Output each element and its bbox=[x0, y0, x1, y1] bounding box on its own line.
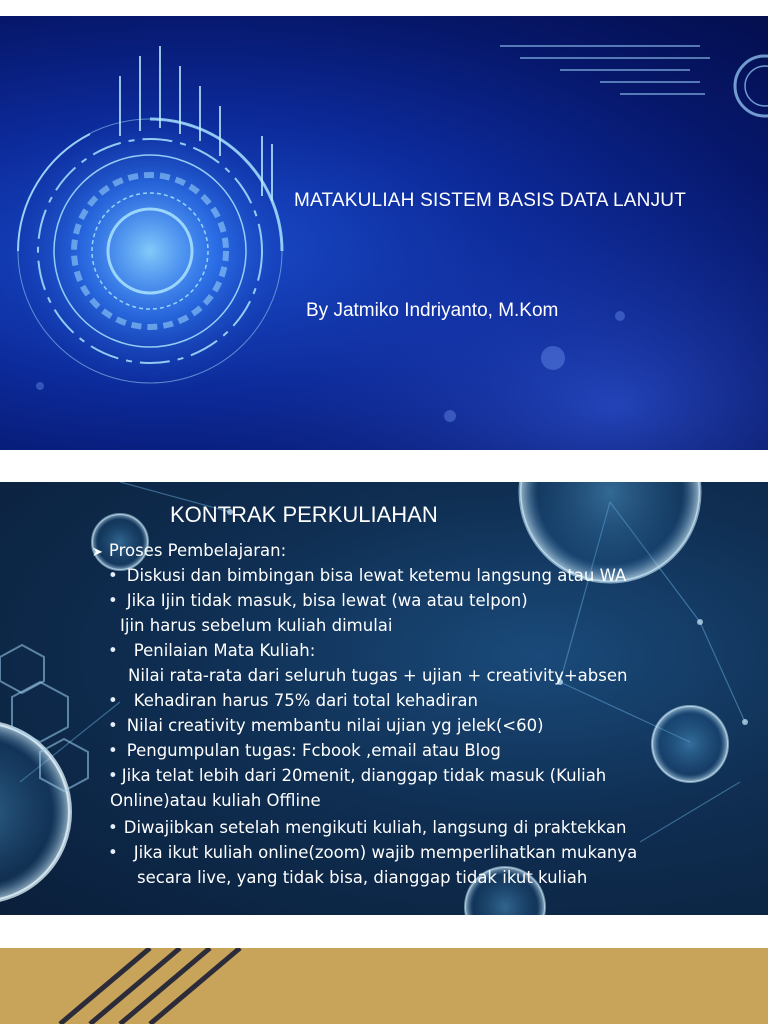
list-item-text: Kehadiran harus 75% dari total kehadiran bbox=[133, 691, 478, 710]
contract-slide bbox=[0, 482, 768, 915]
list-item-text: Penilaian Mata Kuliah: bbox=[133, 641, 316, 660]
list-item-text: Nilai creativity membantu nilai ujian yg jelek(<60) bbox=[126, 716, 544, 735]
list-item bbox=[108, 815, 627, 840]
list-item-text: Jika ikut kuliah online(zoom) wajib memperlihatkan mukanya bbox=[133, 843, 638, 862]
list-item bbox=[110, 788, 321, 813]
bullet-icon: • bbox=[108, 591, 118, 610]
diagonal-stripes-decoration bbox=[0, 948, 768, 1024]
bullet-icon: • bbox=[108, 766, 118, 785]
list-item-text: Pengumpulan tugas: Fcbook ,email atau Blog bbox=[126, 741, 501, 760]
bullet-icon: • bbox=[108, 566, 118, 585]
list-item-text: Jika Ijin tidak masuk, bisa lewat (wa atau telpon) bbox=[126, 591, 528, 610]
list-item bbox=[108, 638, 315, 663]
author-line: By Jatmiko Indriyanto, M.Kom bbox=[306, 300, 559, 321]
list-item-text: Jika telat lebih dari 20menit, dianggap tidak masuk (Kuliah bbox=[121, 766, 607, 785]
list-item bbox=[108, 763, 606, 788]
list-item bbox=[108, 563, 626, 588]
list-item bbox=[120, 613, 392, 638]
list-item bbox=[128, 663, 627, 688]
list-item bbox=[108, 713, 544, 738]
list-item bbox=[108, 738, 501, 763]
slide-title: MATAKULIAH SISTEM BASIS DATA LANJUT bbox=[294, 190, 687, 211]
list-item-text: secara live, yang tidak bisa, dianggap tidak ikut kuliah bbox=[137, 868, 588, 887]
list-item bbox=[92, 538, 286, 565]
next-slide-partial bbox=[0, 948, 768, 1024]
list-item-text: Diskusi dan bimbingan bisa lewat ketemu langsung atau WA bbox=[126, 566, 627, 585]
list-item bbox=[108, 840, 637, 865]
bullet-icon: • bbox=[108, 641, 118, 660]
bullet-icon: • bbox=[108, 843, 118, 862]
list-item-text: Nilai rata-rata dari seluruh tugas + ujian + creativity+absen bbox=[128, 666, 628, 685]
list-item bbox=[108, 688, 478, 713]
list-item-text: Proses Pembelajaran: bbox=[108, 541, 287, 560]
list-item-text: Diwajibkan setelah mengikuti kuliah, langsung di praktekkan bbox=[123, 818, 627, 837]
slide-title: KONTRAK PERKULIAHAN bbox=[170, 502, 438, 527]
bullet-icon: • bbox=[108, 691, 118, 710]
bullet-icon: • bbox=[108, 741, 118, 760]
list-item bbox=[137, 865, 587, 890]
arrow-bullet-icon: ➤ bbox=[92, 545, 103, 560]
list-item bbox=[108, 588, 528, 613]
bullet-icon: • bbox=[108, 818, 118, 837]
title-slide bbox=[0, 16, 768, 450]
tech-circle-background bbox=[0, 16, 768, 450]
list-item-text: Online)atau kuliah Offline bbox=[110, 791, 321, 810]
bullet-icon: • bbox=[108, 716, 118, 735]
list-item-text: Ijin harus sebelum kuliah dimulai bbox=[120, 616, 393, 635]
